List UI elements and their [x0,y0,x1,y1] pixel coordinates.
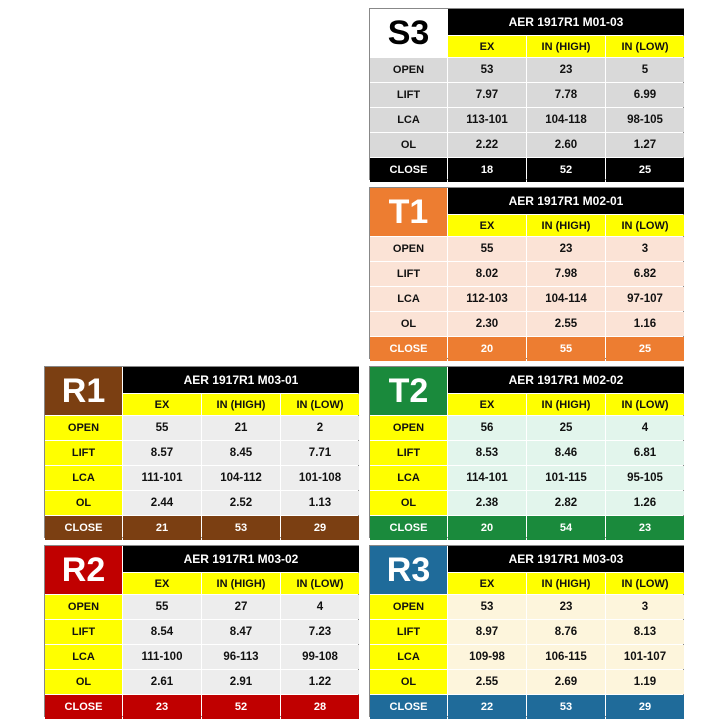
row-label: OPEN [370,58,447,82]
row-label: OL [45,670,122,694]
close-value: 23 [123,695,201,719]
close-label: CLOSE [370,158,447,182]
row-label: LCA [370,645,447,669]
close-value: 55 [527,337,605,361]
column-header: IN (HIGH) [527,573,605,594]
close-value: 25 [606,158,684,182]
row-label: OL [370,312,447,336]
column-header: EX [448,573,526,594]
column-header: IN (HIGH) [527,394,605,415]
card-title: AER 1917R1 M02-02 [448,367,684,393]
value-cell: 8.02 [448,262,526,286]
value-cell: 2.61 [123,670,201,694]
card-code: R3 [370,546,447,594]
row-label: LIFT [370,262,447,286]
close-value: 52 [202,695,280,719]
column-header: EX [123,573,201,594]
value-cell: 99-108 [281,645,359,669]
column-header: EX [448,215,526,236]
card-code: R1 [45,367,122,415]
value-cell: 2.82 [527,491,605,515]
row-label: LIFT [45,441,122,465]
value-cell: 2.60 [527,133,605,157]
card-title: AER 1917R1 M03-01 [123,367,359,393]
close-value: 28 [281,695,359,719]
column-header: IN (LOW) [606,36,684,57]
value-cell: 96-113 [202,645,280,669]
column-header: IN (HIGH) [202,394,280,415]
row-label: LIFT [45,620,122,644]
value-cell: 7.71 [281,441,359,465]
value-cell: 55 [448,237,526,261]
value-cell: 8.53 [448,441,526,465]
value-cell: 2.55 [527,312,605,336]
value-cell: 8.45 [202,441,280,465]
value-cell: 8.57 [123,441,201,465]
row-label: LIFT [370,441,447,465]
value-cell: 2.69 [527,670,605,694]
card-title: AER 1917R1 M01-03 [448,9,684,35]
value-cell: 8.97 [448,620,526,644]
column-header: IN (LOW) [606,215,684,236]
value-cell: 23 [527,58,605,82]
value-cell: 111-101 [123,466,201,490]
card-r2 [44,545,359,717]
close-value: 53 [527,695,605,719]
row-label: OL [370,670,447,694]
close-value: 20 [448,337,526,361]
card-t1 [369,187,684,359]
close-value: 29 [606,695,684,719]
card-r3 [369,545,684,717]
value-cell: 104-114 [527,287,605,311]
column-header: EX [448,394,526,415]
value-cell: 7.98 [527,262,605,286]
value-cell: 1.22 [281,670,359,694]
value-cell: 4 [606,416,684,440]
row-label: OPEN [370,595,447,619]
value-cell: 53 [448,58,526,82]
column-header: IN (HIGH) [527,36,605,57]
value-cell: 6.82 [606,262,684,286]
card-s3 [369,8,684,180]
value-cell: 1.26 [606,491,684,515]
value-cell: 8.13 [606,620,684,644]
close-value: 54 [527,516,605,540]
value-cell: 55 [123,595,201,619]
value-cell: 1.16 [606,312,684,336]
value-cell: 1.13 [281,491,359,515]
row-label: LCA [45,645,122,669]
value-cell: 2.55 [448,670,526,694]
value-cell: 5 [606,58,684,82]
column-header: EX [123,394,201,415]
value-cell: 27 [202,595,280,619]
value-cell: 98-105 [606,108,684,132]
value-cell: 1.19 [606,670,684,694]
value-cell: 111-100 [123,645,201,669]
close-label: CLOSE [370,695,447,719]
row-label: LCA [370,287,447,311]
value-cell: 8.46 [527,441,605,465]
column-header: IN (LOW) [281,394,359,415]
card-r1 [44,366,359,538]
row-label: OPEN [45,416,122,440]
value-cell: 2.52 [202,491,280,515]
close-value: 18 [448,158,526,182]
row-label: LIFT [370,620,447,644]
close-label: CLOSE [370,516,447,540]
column-header: IN (HIGH) [202,573,280,594]
row-label: LCA [45,466,122,490]
close-value: 23 [606,516,684,540]
card-code: S3 [370,9,447,57]
close-value: 52 [527,158,605,182]
value-cell: 2.91 [202,670,280,694]
card-code: T1 [370,188,447,236]
value-cell: 4 [281,595,359,619]
close-label: CLOSE [45,516,122,540]
card-title: AER 1917R1 M03-03 [448,546,684,572]
close-value: 22 [448,695,526,719]
column-header: IN (LOW) [606,394,684,415]
row-label: LCA [370,108,447,132]
value-cell: 21 [202,416,280,440]
value-cell: 7.78 [527,83,605,107]
value-cell: 7.97 [448,83,526,107]
value-cell: 8.47 [202,620,280,644]
value-cell: 3 [606,237,684,261]
close-label: CLOSE [370,337,447,361]
row-label: LCA [370,466,447,490]
value-cell: 113-101 [448,108,526,132]
row-label: OPEN [370,416,447,440]
column-header: IN (LOW) [281,573,359,594]
value-cell: 8.54 [123,620,201,644]
close-value: 20 [448,516,526,540]
row-label: OPEN [370,237,447,261]
value-cell: 114-101 [448,466,526,490]
row-label: OL [370,133,447,157]
value-cell: 7.23 [281,620,359,644]
value-cell: 1.27 [606,133,684,157]
row-label: OPEN [45,595,122,619]
value-cell: 97-107 [606,287,684,311]
close-value: 53 [202,516,280,540]
card-title: AER 1917R1 M02-01 [448,188,684,214]
value-cell: 101-115 [527,466,605,490]
value-cell: 23 [527,237,605,261]
close-label: CLOSE [45,695,122,719]
column-header: IN (LOW) [606,573,684,594]
value-cell: 8.76 [527,620,605,644]
value-cell: 112-103 [448,287,526,311]
value-cell: 55 [123,416,201,440]
value-cell: 2 [281,416,359,440]
value-cell: 106-115 [527,645,605,669]
value-cell: 2.38 [448,491,526,515]
card-code: R2 [45,546,122,594]
close-value: 21 [123,516,201,540]
value-cell: 95-105 [606,466,684,490]
value-cell: 25 [527,416,605,440]
card-t2 [369,366,684,538]
card-code: T2 [370,367,447,415]
value-cell: 23 [527,595,605,619]
row-label: LIFT [370,83,447,107]
column-header: EX [448,36,526,57]
value-cell: 2.44 [123,491,201,515]
column-header: IN (HIGH) [527,215,605,236]
value-cell: 6.81 [606,441,684,465]
value-cell: 109-98 [448,645,526,669]
close-value: 25 [606,337,684,361]
value-cell: 101-107 [606,645,684,669]
value-cell: 2.22 [448,133,526,157]
value-cell: 3 [606,595,684,619]
value-cell: 56 [448,416,526,440]
card-title: AER 1917R1 M03-02 [123,546,359,572]
value-cell: 53 [448,595,526,619]
value-cell: 104-112 [202,466,280,490]
value-cell: 104-118 [527,108,605,132]
row-label: OL [45,491,122,515]
row-label: OL [370,491,447,515]
close-value: 29 [281,516,359,540]
value-cell: 6.99 [606,83,684,107]
value-cell: 101-108 [281,466,359,490]
value-cell: 2.30 [448,312,526,336]
